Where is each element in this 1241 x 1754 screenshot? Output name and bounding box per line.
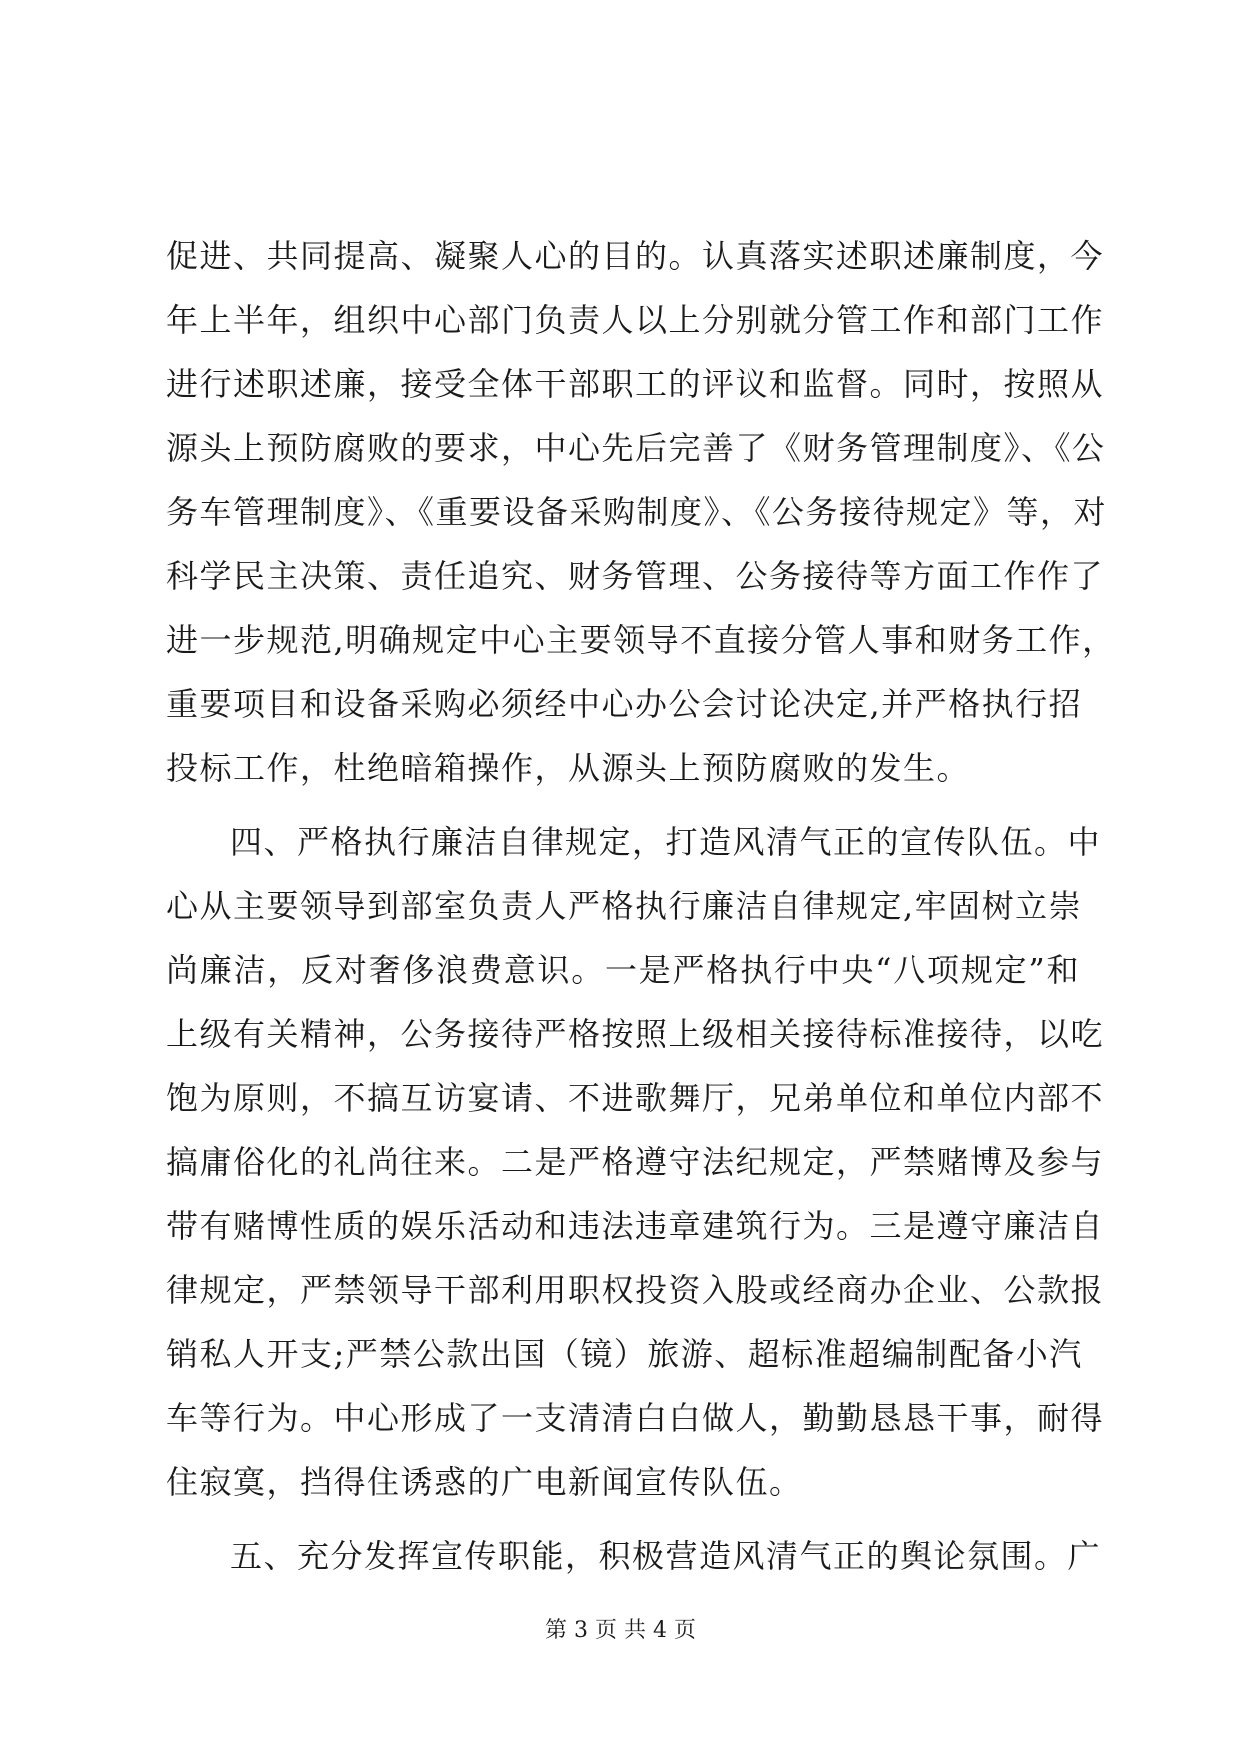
text-line: 务车管理制度》、《重要设备采购制度》、《公务接待规定》等，对 <box>166 493 1108 531</box>
text-line: 销私人开支;严禁公款出国（镜）旅游、超标准超编制配备小汽 <box>166 1335 1083 1373</box>
text-line: 重要项目和设备采购必须经中心办公会讨论决定,并严格执行招 <box>166 685 1083 723</box>
text-line: 年上半年，组织中心部门负责人以上分别就分管工作和部门工作 <box>166 301 1105 339</box>
text-line: 五、充分发挥宣传职能，积极营造风清气正的舆论氛围。广 <box>230 1537 1102 1575</box>
text-line: 进一步规范,明确规定中心主要领导不直接分管人事和财务工作， <box>166 621 1116 659</box>
text-line: 搞庸俗化的礼尚往来。二是严格遵守法纪规定，严禁赌博及参与 <box>166 1143 1105 1181</box>
paragraph <box>166 810 1105 1514</box>
text-line: 上级有关精神，公务接待严格按照上级相关接待标准接待，以吃 <box>166 1015 1105 1053</box>
paragraph <box>166 224 1116 800</box>
text-line: 住寂寞，挡得住诱惑的广电新闻宣传队伍。 <box>166 1463 803 1501</box>
text-line: 车等行为。中心形成了一支清清白白做人，勤勤恳恳干事，耐得 <box>166 1399 1105 1437</box>
text-line: 带有赌博性质的娱乐活动和违法违章建筑行为。三是遵守廉洁自 <box>166 1207 1105 1245</box>
page-number-footer: 第 3 页 共 4 页 <box>545 1618 696 1643</box>
text-line: 饱为原则，不搞互访宴请、不进歌舞厅，兄弟单位和单位内部不 <box>166 1079 1105 1117</box>
text-line: 科学民主决策、责任追究、财务管理、公务接待等方面工作作了 <box>166 557 1105 595</box>
text-line: 律规定，严禁领导干部利用职权投资入股或经商办企业、公款报 <box>166 1271 1105 1309</box>
text-line: 心从主要领导到部室负责人严格执行廉洁自律规定,牢固树立崇 <box>166 887 1083 925</box>
document-body <box>166 224 1116 1588</box>
text-line: 尚廉洁，反对奢侈浪费意识。一是严格执行中央“八项规定”和 <box>166 951 1080 989</box>
text-line: 促进、共同提高、凝聚人心的目的。认真落实述职述廉制度，今 <box>166 237 1105 275</box>
text-line: 四、严格执行廉洁自律规定，打造风清气正的宣传队伍。中 <box>230 823 1102 861</box>
paragraph <box>166 1524 1102 1588</box>
text-line: 进行述职述廉，接受全体干部职工的评议和监督。同时，按照从 <box>166 365 1105 403</box>
text-line: 投标工作，杜绝暗箱操作，从源头上预防腐败的发生。 <box>166 749 971 787</box>
text-line: 源头上预防腐败的要求，中心先后完善了《财务管理制度》、《公 <box>166 429 1106 467</box>
